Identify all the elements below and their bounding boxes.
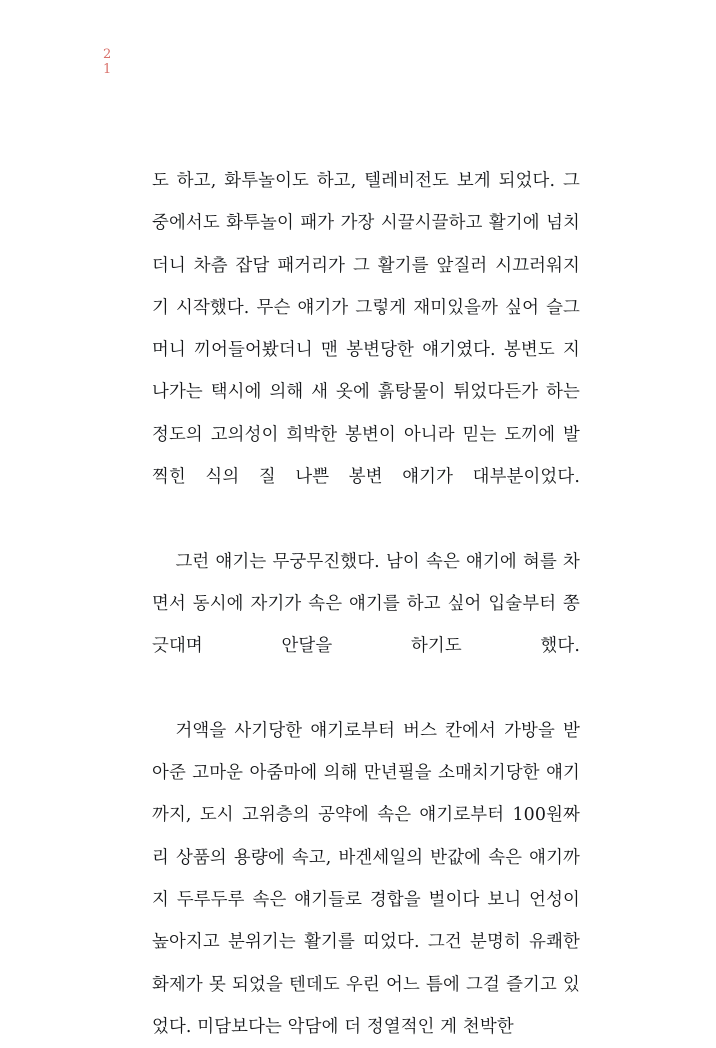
paragraph-1: 도 하고, 화투놀이도 하고, 텔레비전도 보게 되었다. 그 중에서도 화투놀이 패가 가장 시끌시끌하고 활기에 넘치더니 차츰 잡담 패거리가 그 활기를 앞질러 시끄러워지기 시작했다. 무슨 얘기가 그렇게 재미있을까 싶어 슬그머니 끼어들어봤더니 맨 봉변당한 얘기였다. 봉변도 지나가는 택시에 의해 새 옷에 흙탕물이 튀었다든가 하는 정도의 고의성이 희박한 봉변이 아니라 믿는 도끼에 발 찍힌 식의 질 나쁜 봉변 얘기가 대부분이었다. — [152, 171, 580, 488]
paragraph-2: 그런 얘기는 무궁무진했다. 남이 속은 얘기에 혀를 차면서 동시에 자기가 속은 얘기를 하고 싶어 입술부터 쫑긋대며 안달을 하기도 했다. — [152, 551, 580, 657]
body-text-block — [152, 160, 580, 1048]
page-number-digit-1: 2 — [103, 47, 112, 62]
paragraph-3: 거액을 사기당한 얘기로부터 버스 칸에서 가방을 받아준 고마운 아줌마에 의해 만년필을 소매치기당한 얘기까지, 도시 고위층의 공약에 속은 얘기로부터 100원짜리 상품의 용량에 속고, 바겐세일의 반값에 속은 얘기까지 두루두루 속은 얘기들로 경합을 벌이다 보니 언성이 높아지고 분위기는 활기를 띠었다. 그건 분명히 유쾌한 화제가 못 되었을 텐데도 우린 어느 틈에 그걸 즐기고 있었다. 미담보다는 악담에 더 정열적인 게 천박한 — [152, 720, 580, 1037]
page-number-folio — [103, 47, 133, 77]
page-number-digit-2: 1 — [103, 62, 112, 77]
